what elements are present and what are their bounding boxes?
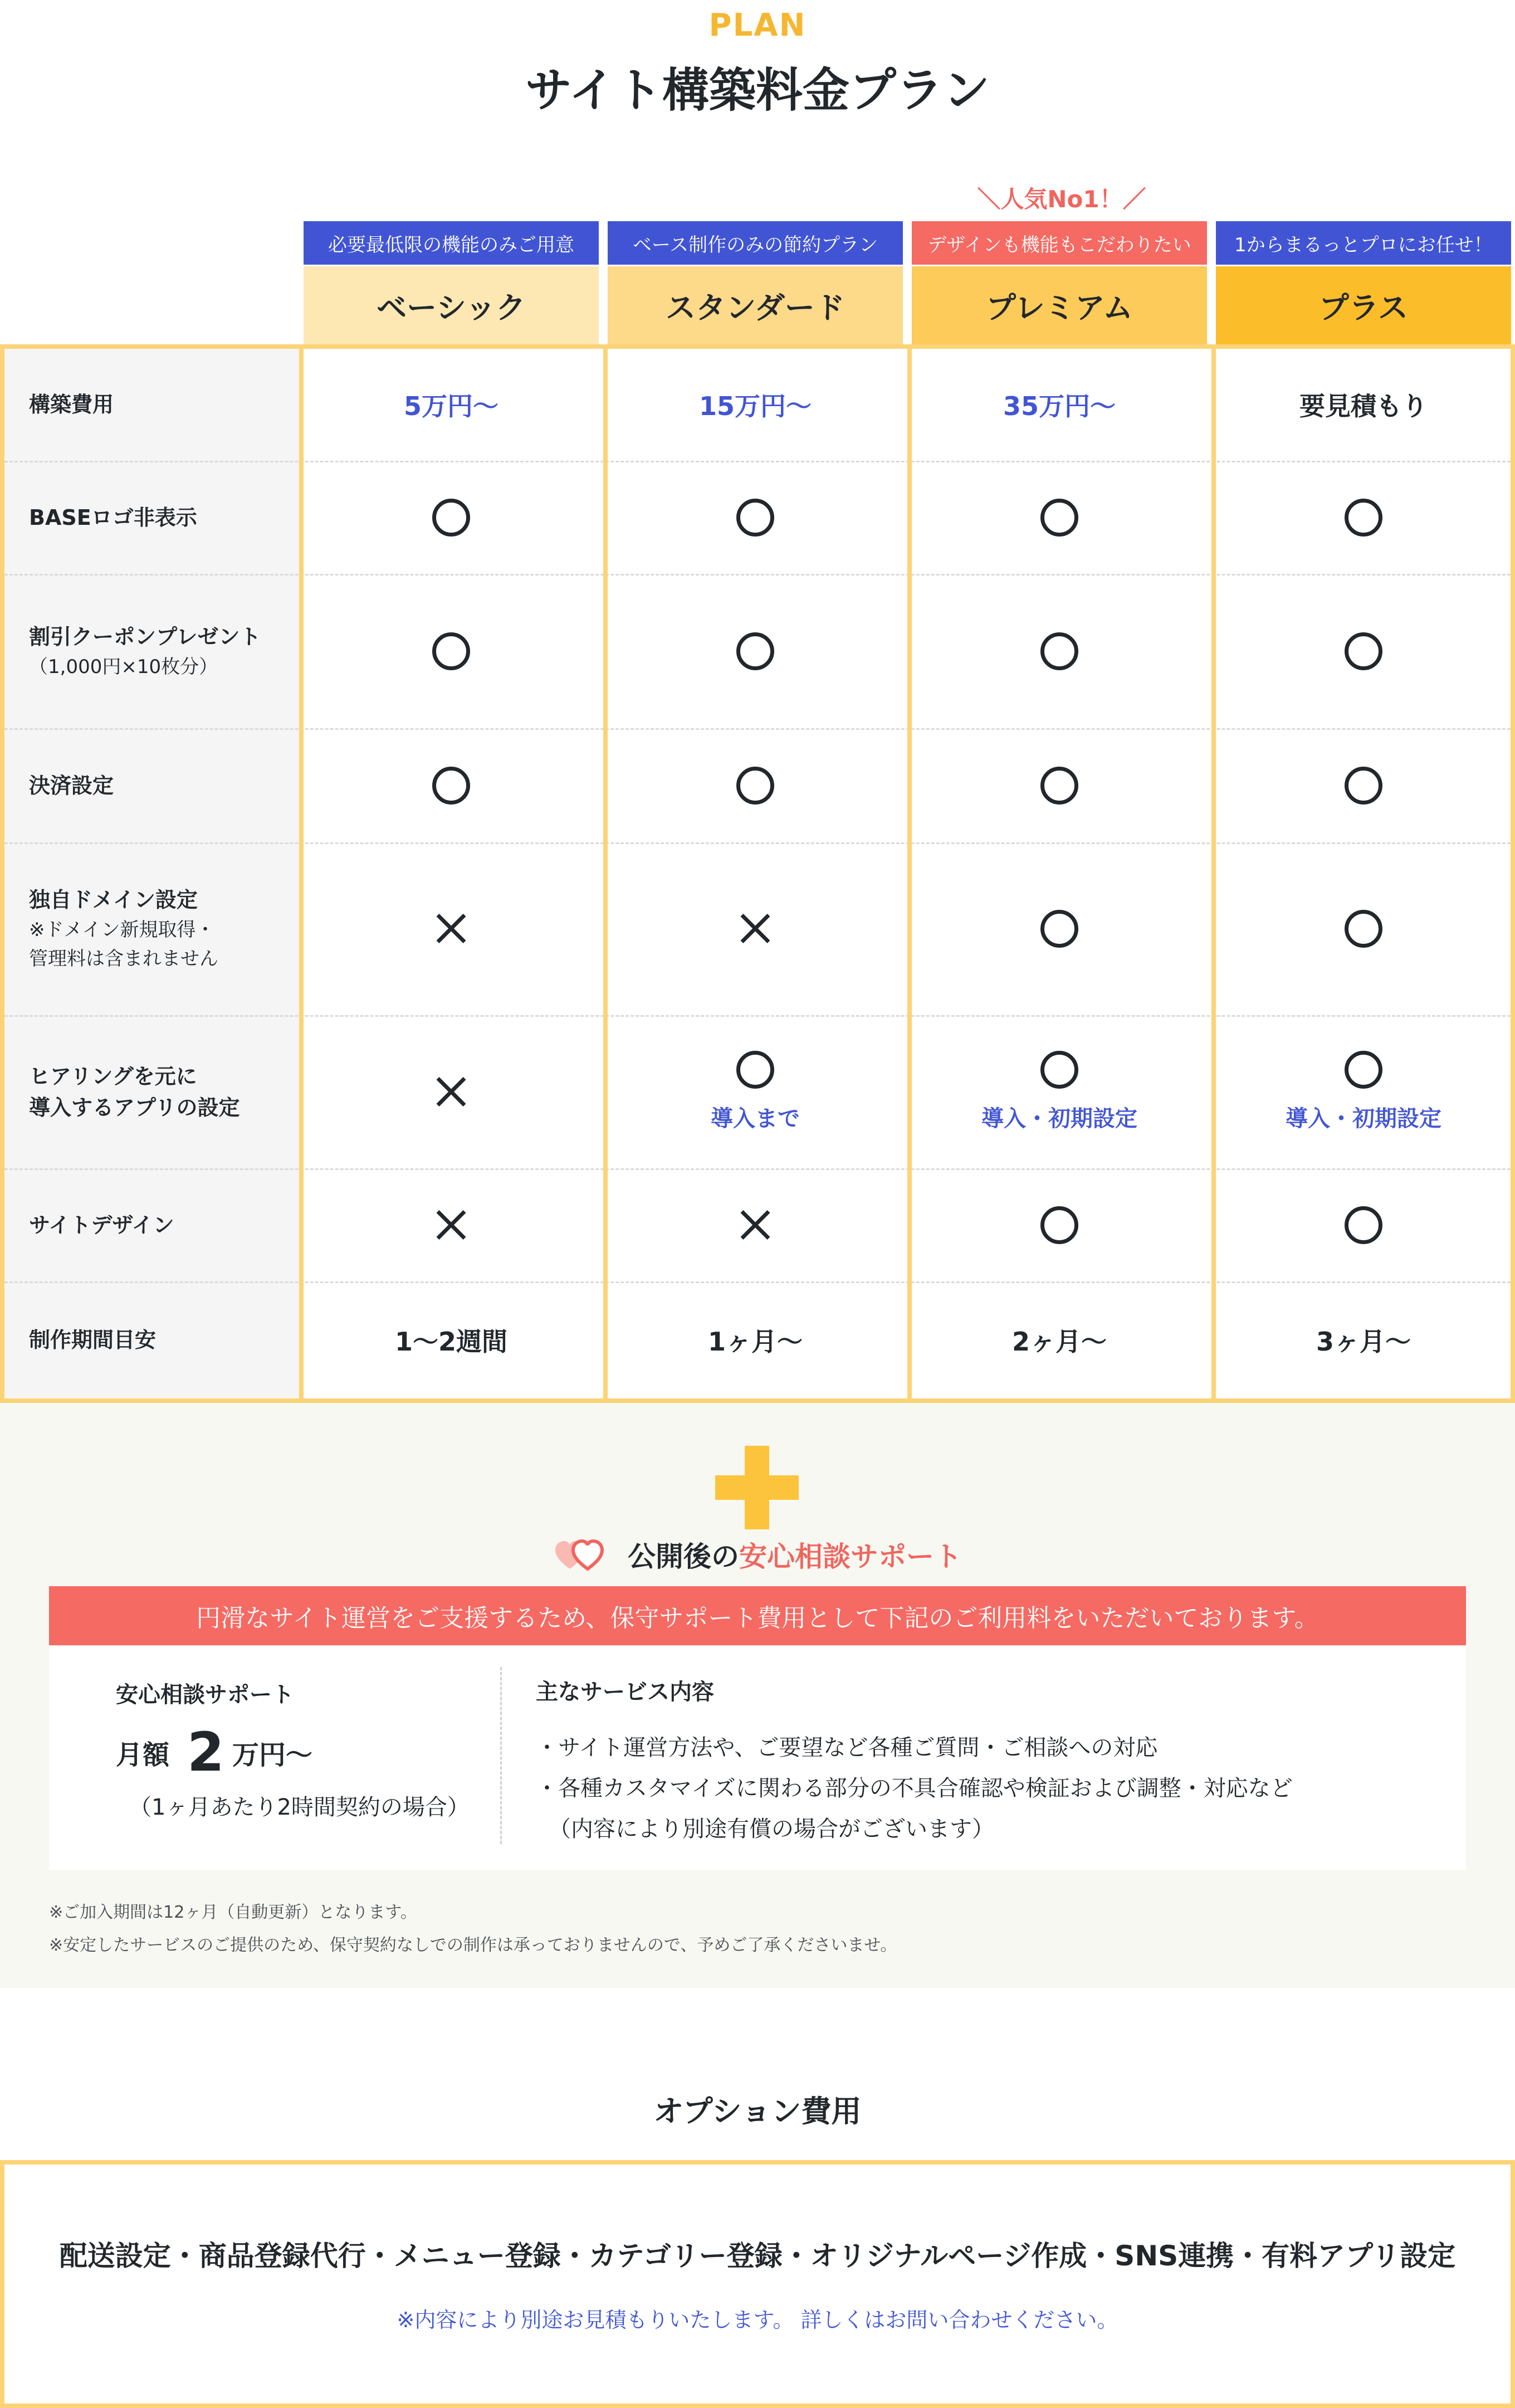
plan-name: スタンダード	[608, 266, 903, 344]
options-list: 配送設定・商品登録代行・メニュー登録・カテゴリー登録・オリジナルページ作成・SNS連携・有料アプリ設定	[59, 2240, 1456, 2272]
support-heading-accent: 安心相談サポート	[739, 1541, 962, 1573]
support-banner: 円滑なサイト運営をご支援するため、保守サポート費用として下記のご利用料をいただいております。	[49, 1586, 1466, 1645]
support-plan-name: 安心相談サポート	[116, 1682, 294, 1708]
column-divider	[299, 344, 304, 1403]
support-heading	[0, 1529, 1515, 1580]
row-label-text: 構築費用	[29, 392, 114, 417]
plan-tagline: 1からまるっとプロにお任せ！	[1216, 221, 1511, 265]
plan-tagline: デザインも機能もこだわりたい	[912, 221, 1207, 265]
plan-tagline: 必要最低限の機能のみご用意	[304, 221, 599, 265]
services-title: 主なサービス内容	[536, 1679, 714, 1705]
support-price-value: 2	[187, 1721, 224, 1783]
period-value: 1ヶ月〜	[707, 1327, 803, 1357]
price-value: 15万円〜	[698, 391, 812, 421]
options-note: ※内容により別途お見積もりいたします。 詳しくはお問い合わせください。	[397, 2307, 1118, 2332]
support-heading-prefix: 公開後の	[628, 1541, 739, 1573]
row-label-text: サイトデザイン	[29, 1212, 174, 1237]
row-label-text: ヒアリングを元に 導入するアプリの設定	[29, 1064, 240, 1120]
period-value: 3ヶ月〜	[1316, 1327, 1411, 1357]
footnote: ※ご加入期間は12ヶ月（自動更新）となります。	[49, 1903, 417, 1922]
plus-icon	[715, 1446, 799, 1529]
cell-note: 導入・初期設定	[981, 1106, 1137, 1132]
row-label-subtext: （1,000円×10枚分）	[29, 655, 218, 678]
support-price-prefix: 月額	[116, 1739, 170, 1771]
options-box	[0, 2160, 1515, 2408]
period-value: 1〜2週間	[394, 1327, 507, 1357]
service-item: （内容により別途有償の場合がございます）	[549, 1816, 994, 1842]
table-frame	[0, 344, 1515, 1403]
row-label-text: 独自ドメイン設定	[29, 888, 198, 912]
cell-note: 導入まで	[711, 1106, 800, 1132]
plan-tagline: ベース制作のみの節約プラン	[608, 221, 903, 265]
popular-badge: ＼人気No1！／	[977, 186, 1146, 213]
support-price-suffix: 万円〜	[232, 1739, 312, 1771]
support-price-note: （1ヶ月あたり2時間契約の場合）	[129, 1795, 470, 1820]
price-value: 5万円〜	[403, 391, 499, 421]
page-title: サイト構築料金プラン	[525, 62, 990, 118]
column-divider	[907, 344, 912, 1403]
column-divider	[1211, 344, 1216, 1403]
row-label-text: 割引クーポンプレゼント	[29, 624, 261, 649]
footnote: ※安定したサービスのご提供のため、保守契約なしでの制作は承っておりませんので、予めご了承くださいませ。	[49, 1936, 897, 1955]
options-title: オプション費用	[653, 2093, 862, 2129]
plan-name: ベーシック	[304, 266, 599, 344]
price-value: 35万円〜	[1003, 391, 1116, 421]
service-item: ・各種カスタマイズに関わる部分の不具合確認や検証および調整・対応など	[536, 1776, 1293, 1801]
support-divider	[500, 1667, 502, 1844]
heart-icon	[553, 1538, 611, 1571]
row-label-subtext: ※ドメイン新規取得・ 管理料は含まれません	[29, 919, 218, 970]
cell-note: 導入・初期設定	[1286, 1106, 1441, 1132]
row-label-text: 決済設定	[29, 773, 114, 798]
row-label-text: 制作期間目安	[29, 1328, 157, 1352]
row-label-text: BASEロゴ非表示	[29, 505, 197, 530]
plan-name: プレミアム	[912, 266, 1207, 344]
plan-name: プラス	[1216, 266, 1511, 344]
column-divider	[603, 344, 608, 1403]
service-item: ・サイト運営方法や、ご要望など各種ご質問・ご相談への対応	[536, 1735, 1158, 1761]
period-value: 2ヶ月〜	[1011, 1327, 1107, 1357]
section-label: PLAN	[708, 7, 807, 43]
price-value: 要見積もり	[1299, 391, 1428, 421]
support-price	[116, 1722, 312, 1783]
